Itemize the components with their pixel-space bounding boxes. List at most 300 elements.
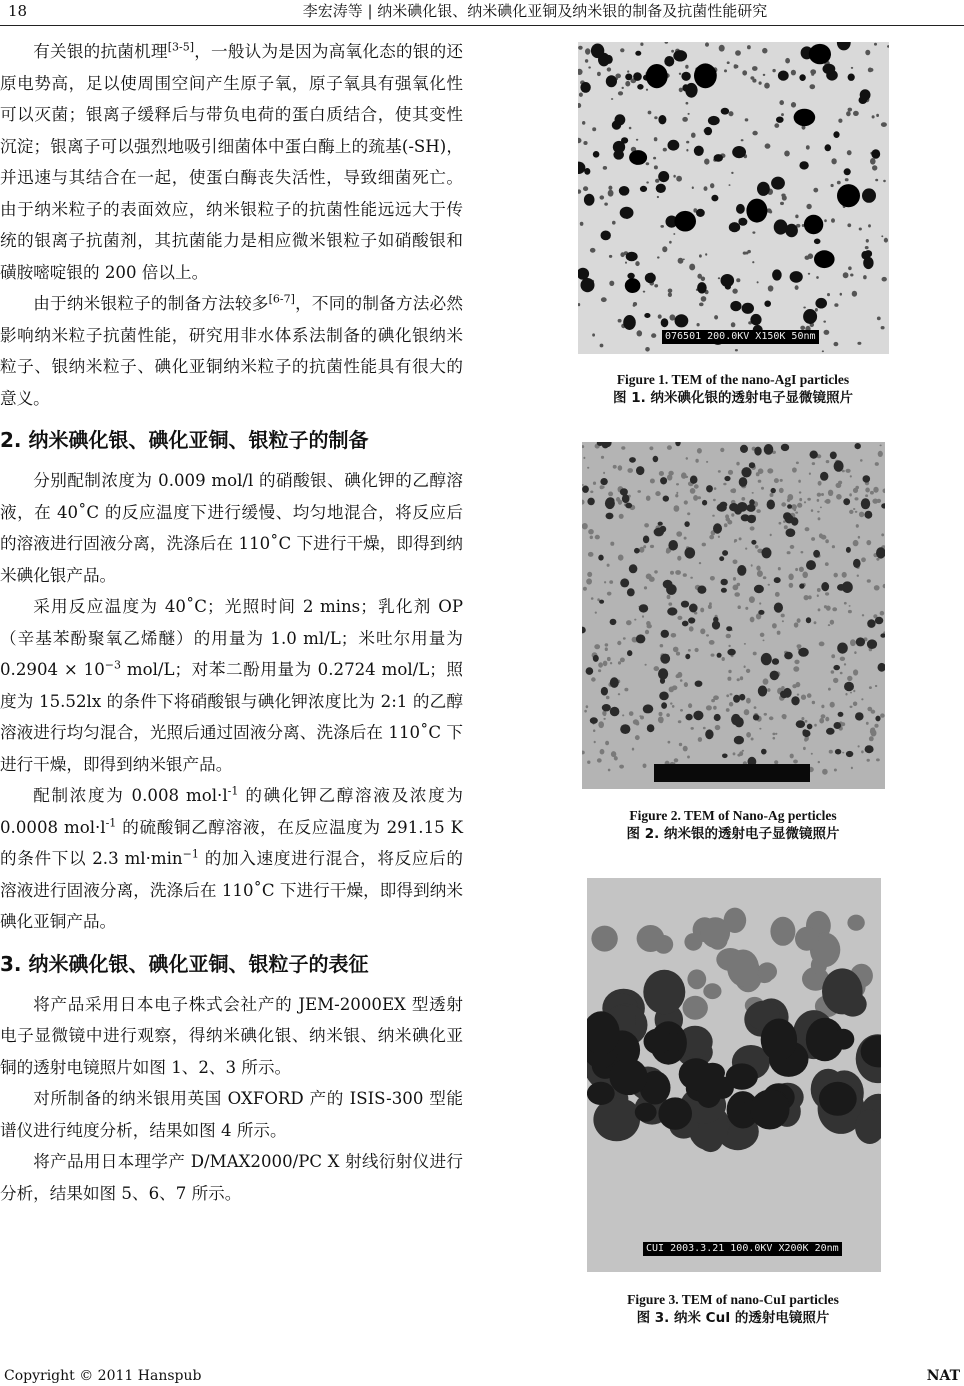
- particle: [817, 493, 821, 497]
- particle: [625, 503, 632, 509]
- particle: [583, 186, 588, 191]
- particle: [858, 536, 860, 539]
- particle: [767, 468, 773, 473]
- particle: [668, 471, 673, 476]
- particle: [821, 582, 829, 591]
- particle: [856, 637, 865, 646]
- particle: [578, 69, 583, 75]
- particle: [691, 133, 696, 138]
- particle: [866, 722, 869, 725]
- particle: [847, 150, 852, 155]
- particle: [756, 566, 760, 571]
- particle: [602, 704, 611, 711]
- particle: [659, 692, 669, 701]
- particle: [636, 139, 638, 141]
- particle: [822, 350, 824, 352]
- tem-particles-cui: [587, 878, 881, 1272]
- particle: [673, 233, 675, 235]
- particle: [610, 677, 619, 688]
- particle: [644, 523, 649, 527]
- particle: [751, 738, 754, 741]
- particle: [729, 222, 740, 232]
- particle: [601, 486, 605, 489]
- particle: [639, 604, 648, 612]
- particle: [679, 1058, 714, 1090]
- particle: [668, 602, 672, 605]
- particle: [776, 117, 784, 123]
- particle: [857, 575, 859, 577]
- particle: [684, 521, 689, 527]
- particle: [675, 314, 689, 327]
- particle: [618, 555, 624, 561]
- particle: [813, 550, 820, 558]
- particle: [606, 513, 614, 520]
- particle: [760, 633, 765, 637]
- particle: [686, 141, 689, 144]
- particle: [712, 515, 715, 517]
- particle: [600, 344, 604, 348]
- particle: [727, 950, 759, 987]
- particle: [681, 72, 690, 81]
- particle: [861, 750, 864, 753]
- particle: [611, 751, 616, 757]
- particle: [758, 468, 764, 474]
- particle: [774, 603, 783, 613]
- particle: [853, 669, 858, 675]
- particle: [704, 186, 708, 191]
- particle: [721, 588, 727, 593]
- page-footer: [0, 1362, 964, 1386]
- particle: [875, 685, 877, 687]
- particle: [735, 50, 741, 56]
- particle: [849, 493, 852, 496]
- particle: [618, 91, 623, 95]
- scale-bar-block: [654, 764, 810, 782]
- particle: [691, 727, 694, 730]
- particle: [828, 688, 831, 691]
- particle: [658, 522, 663, 526]
- particle: [672, 705, 675, 708]
- particle: [868, 68, 873, 73]
- particle: [797, 503, 802, 508]
- particle: [636, 466, 644, 475]
- particle: [622, 87, 624, 89]
- particle: [838, 119, 842, 123]
- particle: [728, 645, 730, 647]
- particle: [761, 653, 772, 665]
- particle: [618, 693, 620, 695]
- particle: [590, 248, 596, 253]
- particle: [840, 657, 845, 661]
- particle: [840, 293, 842, 296]
- particle: [825, 144, 832, 151]
- particle: [622, 714, 624, 716]
- particle: [869, 736, 874, 741]
- caption-english: Figure 1. TEM of the nano-AgI particles: [616, 372, 850, 387]
- particle: [784, 652, 793, 660]
- particle: [655, 491, 660, 496]
- particle: [741, 514, 750, 521]
- particle: [741, 467, 751, 477]
- particle: [834, 303, 838, 307]
- particle: [583, 457, 585, 459]
- particle: [654, 666, 660, 671]
- particle: [820, 472, 828, 481]
- particle: [706, 634, 709, 636]
- particle: [620, 207, 634, 219]
- particle: [851, 767, 853, 770]
- particle: [694, 63, 717, 88]
- particle: [791, 102, 796, 108]
- particle: [684, 500, 688, 504]
- particle: [598, 555, 603, 561]
- particle: [875, 179, 878, 182]
- particle: [689, 264, 695, 271]
- particle: [821, 705, 824, 709]
- header-rule: [0, 25, 964, 26]
- particle: [588, 66, 591, 68]
- particle: [831, 184, 834, 187]
- particle: [813, 188, 818, 193]
- particle: [757, 570, 763, 577]
- particle: [795, 215, 798, 219]
- particle: [763, 678, 769, 684]
- caption-english: Figure 3. TEM of nano-CuI particles: [627, 1292, 839, 1307]
- particle: [699, 562, 701, 564]
- particle: [825, 499, 830, 504]
- particle: [682, 84, 689, 91]
- particle: [786, 528, 796, 537]
- particle: [825, 717, 829, 722]
- particle: [756, 509, 760, 513]
- particle: [806, 617, 811, 623]
- particle: [637, 330, 643, 336]
- particle: [816, 276, 819, 279]
- particle: [750, 617, 755, 623]
- particle: [713, 617, 718, 623]
- particle: [710, 183, 714, 188]
- particle: [873, 487, 878, 493]
- particle: [665, 42, 669, 44]
- particle: [675, 494, 678, 497]
- particle: [855, 497, 859, 500]
- particle: [643, 970, 685, 1014]
- particle: [865, 494, 868, 497]
- particle: [847, 676, 852, 681]
- particle: [881, 326, 885, 329]
- particle: [595, 535, 600, 540]
- particle: [583, 141, 587, 145]
- particle: [715, 725, 721, 730]
- paragraph-tem: 将产品采用日本电子株式会社产的 JEM-2000EX 型透射电子显微镜中进行观察，得纳米碘化银、纳米银、纳米碘化亚铜的透射电镜照片如图 1、2、3 所示。: [0, 994, 463, 1077]
- particle: [859, 228, 862, 231]
- particle: [598, 669, 601, 672]
- particle: [586, 667, 594, 675]
- particle: [592, 127, 596, 131]
- particle: [619, 514, 624, 519]
- particle: [871, 149, 880, 159]
- particle: [881, 235, 883, 237]
- citation: [6-7]: [268, 292, 295, 306]
- particle: [804, 738, 807, 742]
- particle: [612, 221, 616, 225]
- particle: [591, 677, 596, 681]
- particle: [640, 43, 643, 46]
- particle: [833, 678, 838, 683]
- particle: [764, 301, 771, 307]
- particle: [718, 536, 720, 538]
- particle: [629, 127, 632, 130]
- particle: [642, 615, 644, 618]
- particle: [831, 218, 835, 223]
- particle: [721, 579, 728, 586]
- particle: [662, 246, 667, 252]
- particle: [690, 488, 696, 494]
- particle: [675, 570, 681, 575]
- particle: [762, 48, 767, 54]
- particle: [654, 570, 658, 573]
- particle: [686, 714, 693, 721]
- particle: [644, 313, 650, 318]
- particle: [643, 704, 654, 713]
- particle: [810, 451, 818, 459]
- figure-2-caption: [560, 806, 906, 844]
- particle: [718, 277, 720, 279]
- particle: [656, 184, 666, 193]
- particle: [710, 576, 715, 581]
- particle: [745, 118, 749, 121]
- particle: [791, 696, 799, 705]
- particle: [805, 720, 808, 723]
- particle: [750, 1090, 789, 1130]
- particle: [880, 633, 885, 637]
- particle: [837, 184, 860, 207]
- particle: [842, 572, 847, 578]
- particle: [688, 113, 690, 115]
- particle: [806, 145, 810, 149]
- particle: [627, 273, 634, 279]
- particle: [620, 578, 629, 587]
- particle: [865, 511, 873, 519]
- particle: [702, 543, 706, 547]
- particle: [851, 67, 853, 69]
- particle: [746, 504, 755, 512]
- particle: [690, 577, 693, 579]
- particle: [858, 745, 860, 747]
- particle: [679, 73, 681, 75]
- particle: [701, 296, 707, 302]
- particle: [625, 262, 627, 264]
- particle: [880, 445, 882, 447]
- particle: [726, 626, 732, 631]
- particle: [703, 983, 721, 999]
- particle: [625, 81, 630, 87]
- particle: [704, 127, 712, 135]
- particle: [706, 485, 713, 492]
- particle: [697, 586, 706, 594]
- particle: [584, 194, 595, 206]
- particle: [837, 42, 851, 50]
- particle: [874, 724, 878, 728]
- particle: [659, 471, 664, 476]
- particle: [726, 1063, 758, 1089]
- particle: [590, 717, 598, 724]
- particle: [752, 66, 758, 71]
- particle: [607, 564, 610, 567]
- particle: [853, 508, 855, 510]
- particle: [802, 729, 807, 735]
- particle: [582, 445, 584, 448]
- particle: [758, 610, 764, 615]
- particle: [673, 50, 687, 61]
- particle: [867, 639, 877, 649]
- particle: [736, 204, 745, 214]
- particle: [850, 706, 853, 708]
- particle: [607, 657, 611, 661]
- particle: [803, 747, 806, 750]
- particle: [734, 592, 740, 597]
- particle: [834, 342, 839, 346]
- particle: [645, 630, 649, 635]
- particle: [781, 502, 786, 506]
- particle: [673, 175, 675, 178]
- particle: [591, 597, 594, 600]
- particle: [721, 108, 729, 115]
- particle: [618, 319, 622, 323]
- particle: [875, 462, 879, 466]
- particle: [824, 330, 830, 335]
- particle: [587, 498, 594, 506]
- particle: [604, 581, 606, 583]
- figure-2-tem-image: [582, 442, 885, 789]
- particle: [632, 748, 634, 751]
- particle: [689, 604, 698, 613]
- particle: [774, 123, 779, 128]
- particle: [620, 724, 630, 734]
- particle: [605, 647, 608, 651]
- particle: [676, 675, 680, 679]
- particle: [795, 512, 798, 514]
- particle: [867, 707, 872, 712]
- particle: [678, 258, 684, 264]
- particle: [876, 758, 880, 761]
- particle: [670, 314, 676, 320]
- particle: [850, 692, 852, 694]
- particle: [787, 494, 793, 500]
- particle: [606, 696, 610, 700]
- particle: [729, 503, 738, 511]
- particle: [699, 303, 704, 307]
- particle: [853, 690, 855, 692]
- particle: [848, 610, 852, 613]
- particle: [627, 650, 632, 656]
- copyright-notice: Copyright © 2011 Hanspub: [4, 1368, 202, 1384]
- particle: [627, 70, 629, 72]
- particle: [627, 588, 635, 596]
- particle: [682, 117, 688, 122]
- particle: [843, 272, 849, 278]
- particle: [767, 688, 770, 692]
- particle: [646, 181, 649, 183]
- particle: [601, 456, 604, 459]
- particle: [626, 252, 638, 262]
- particle: [874, 43, 877, 46]
- particle: [862, 188, 876, 202]
- particle: [849, 510, 853, 514]
- particle: [764, 83, 770, 89]
- particle: [867, 619, 875, 628]
- particle: [650, 479, 655, 484]
- particle: [881, 503, 885, 508]
- particle: [823, 64, 836, 74]
- section-heading-characterization: 3. 纳米碘化银、碘化亚铜、银粒子的表征: [0, 951, 369, 976]
- particle: [609, 1058, 647, 1095]
- particle: [605, 55, 613, 64]
- particle: [782, 714, 787, 719]
- particle: [736, 462, 739, 466]
- particle: [819, 718, 824, 724]
- particle: [738, 218, 747, 226]
- particle: [709, 602, 712, 605]
- particle: [792, 684, 797, 688]
- particle: [609, 255, 612, 258]
- particle: [768, 584, 770, 586]
- paragraph-antibacterial-mechanism: 有关银的抗菌机理[3-5]，一般认为是因为高氧化态的银的还原电势高，足以使周围空间产生原子氧，原子氧具有强氧化性可以灭菌；银离子缓释后与带负电荷的蛋白质结合，使其变性沉淀；银离子可以强烈地吸引细菌体中蛋白酶上的巯基(-SH)，并迅速与其结合在一起，使蛋白酶丧失活性，导致细菌死亡。由于纳米粒子的表面效应，纳米银粒子的抗菌性能远远大于传统的银离子抗菌剂，其抗菌能力是相应微米银粒子如硝酸银和磺胺嘧啶银的 200 倍以上。: [0, 40, 464, 282]
- particle: [770, 917, 795, 946]
- particle: [726, 517, 731, 521]
- particle: [741, 497, 745, 501]
- particle: [855, 712, 864, 720]
- particle: [870, 158, 876, 165]
- particle: [809, 473, 811, 475]
- particle: [758, 480, 762, 483]
- particle: [833, 131, 839, 138]
- particle: [713, 499, 716, 501]
- particle: [812, 701, 815, 704]
- particle: [850, 639, 856, 646]
- particle: [802, 572, 808, 579]
- particle: [740, 445, 748, 453]
- particle: [847, 915, 864, 931]
- particle: [799, 161, 808, 169]
- particle: [605, 498, 615, 509]
- particle: [737, 583, 741, 586]
- particle: [623, 637, 626, 639]
- particle: [773, 737, 776, 740]
- particle: [688, 703, 692, 708]
- particle: [618, 465, 623, 470]
- particle: [878, 663, 886, 672]
- particle: [880, 713, 885, 717]
- particle: [668, 140, 680, 151]
- particle: [830, 452, 837, 460]
- particle: [578, 268, 589, 280]
- particle: [805, 527, 810, 531]
- particle: [685, 547, 696, 558]
- particle: [619, 186, 630, 196]
- particle: [608, 769, 611, 772]
- particle: [793, 666, 799, 672]
- particle: [667, 607, 677, 615]
- particle: [778, 71, 789, 81]
- particle: [657, 196, 659, 198]
- particle: [690, 476, 698, 484]
- particle: [626, 620, 632, 625]
- particle: [868, 224, 871, 227]
- particle: [647, 724, 655, 732]
- particle: [778, 567, 781, 570]
- particle: [759, 728, 761, 730]
